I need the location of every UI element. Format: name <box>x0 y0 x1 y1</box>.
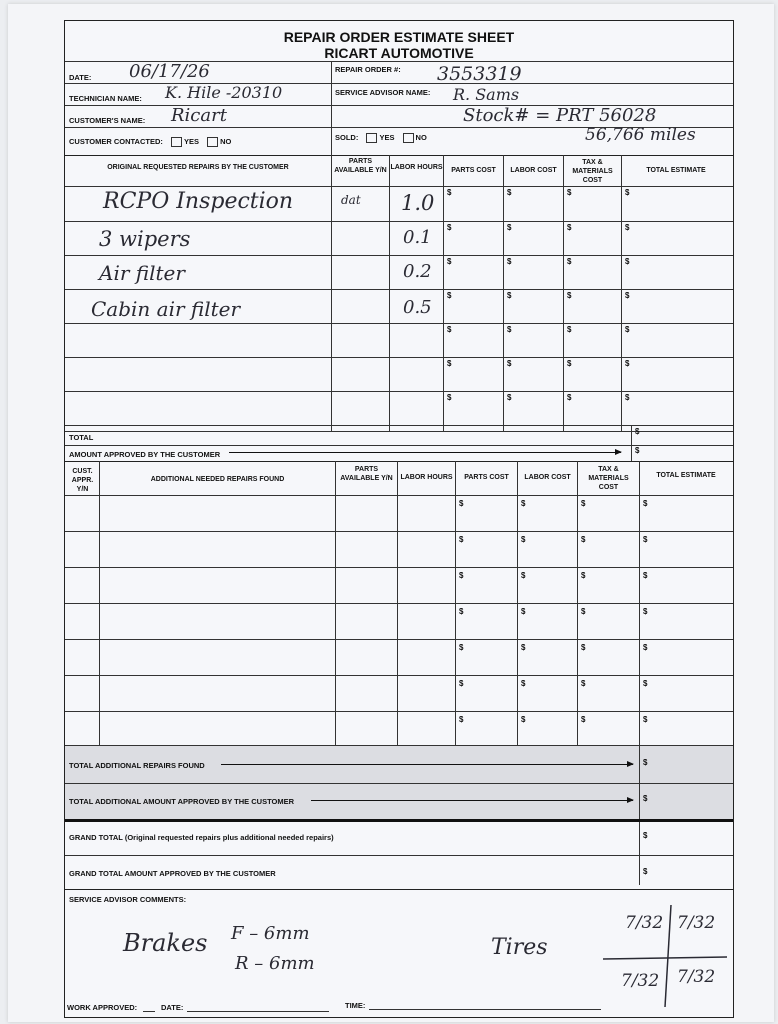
company-name: RICART AUTOMOTIVE <box>324 45 474 61</box>
add-row-4-col-4-dollar: $ <box>643 607 648 616</box>
orig-row-4-hours: 0.5 <box>403 297 432 318</box>
work-approved-label: WORK APPROVED: <box>67 1003 138 1012</box>
total-additional-found-label: TOTAL ADDITIONAL REPAIRS FOUND <box>69 761 205 770</box>
orig-row-2-col-1-dollar: $ <box>447 223 452 232</box>
technician-label: TECHNICIAN NAME: <box>69 94 142 103</box>
sold-yes-label: YES <box>379 133 395 142</box>
add-row-1-col-3-dollar: $ <box>581 499 586 508</box>
add-row-2-col-4-dollar: $ <box>643 535 648 544</box>
add-row-3-col-1-dollar: $ <box>459 571 464 580</box>
add-header-cust-appr: CUST. APPR. Y/N <box>71 468 94 493</box>
orig-header-parts-cost: PARTS COST <box>451 167 496 174</box>
add-row-5-col-3-dollar: $ <box>581 643 586 652</box>
orig-row-3-col-4-dollar: $ <box>625 257 630 266</box>
stock-note: Stock# = PRT 56028 <box>463 105 657 126</box>
add-row-3-col-2-dollar: $ <box>521 571 526 580</box>
add-row-7-col-1-dollar: $ <box>459 715 464 724</box>
contacted-yes-label: YES <box>183 137 199 146</box>
add-row-6-col-3-dollar: $ <box>581 679 586 688</box>
contacted-no-checkbox[interactable] <box>207 137 218 147</box>
add-header-parts-available: PARTS AVAILABLE Y/N <box>340 466 393 482</box>
orig-approved-dollar: $ <box>635 446 640 455</box>
orig-row-4-col-4-dollar: $ <box>625 291 630 300</box>
orig-row-6-col-4-dollar: $ <box>625 359 630 368</box>
add-row-2-col-2-dollar: $ <box>521 535 526 544</box>
orig-header-tax: TAX & MATERIALS COST <box>572 159 613 184</box>
orig-row-7-col-3-dollar: $ <box>567 393 572 402</box>
orig-row-1-repair: RCPO Inspection <box>103 189 294 214</box>
add-row-3-col-3-dollar: $ <box>581 571 586 580</box>
contacted-no-label: NO <box>220 137 232 146</box>
time-footer-label: TIME: <box>345 1001 366 1010</box>
orig-row-1-note: dat <box>341 193 361 207</box>
grand-total-label: GRAND TOTAL (Original requested repairs plus additional needed repairs) <box>69 833 334 842</box>
technician-value: K. Hile -20310 <box>165 83 283 102</box>
add-row-7-col-3-dollar: $ <box>581 715 586 724</box>
orig-total-label: TOTAL <box>69 433 94 442</box>
orig-row-3-hours: 0.2 <box>403 261 432 282</box>
orig-header-parts-available: PARTS AVAILABLE Y/N <box>334 158 387 174</box>
tire-rear-left: 7/32 <box>621 971 660 991</box>
repair-order-value: 3553319 <box>437 63 522 85</box>
add-row-5-col-2-dollar: $ <box>521 643 526 652</box>
orig-header-labor-cost: LABOR COST <box>510 167 557 174</box>
tire-front-left: 7/32 <box>625 913 664 933</box>
add-header-tax: TAX & MATERIALS COST <box>588 466 629 491</box>
date-label: DATE: <box>69 73 92 82</box>
contacted-label: CUSTOMER CONTACTED: <box>69 137 163 146</box>
customer-label: CUSTOMER'S NAME: <box>69 116 146 125</box>
comments-label: SERVICE ADVISOR COMMENTS: <box>69 895 187 904</box>
orig-approved-label: AMOUNT APPROVED BY THE CUSTOMER <box>69 450 221 459</box>
orig-row-4-repair: Cabin air filter <box>91 297 241 321</box>
add-row-7-col-4-dollar: $ <box>643 715 648 724</box>
additional-found-dollar: $ <box>643 758 648 767</box>
comment-brakes: Brakes <box>123 929 208 957</box>
add-row-6-col-1-dollar: $ <box>459 679 464 688</box>
sold-label: SOLD: <box>335 133 359 142</box>
sold <box>335 133 427 143</box>
customer-value: Ricart <box>171 105 227 126</box>
advisor-label: SERVICE ADVISOR NAME: <box>335 88 431 97</box>
add-row-1-col-1-dollar: $ <box>459 499 464 508</box>
repair-order-label: REPAIR ORDER #: <box>335 65 401 74</box>
advisor-value: R. Sams <box>453 85 520 104</box>
grand-approved-dollar: $ <box>643 867 648 876</box>
add-row-7-col-2-dollar: $ <box>521 715 526 724</box>
grand-approved-label: GRAND TOTAL AMOUNT APPROVED BY THE CUSTOMER <box>69 869 276 878</box>
additional-approved-dollar: $ <box>643 794 648 803</box>
add-header-total: TOTAL ESTIMATE <box>656 472 716 479</box>
orig-row-2-repair: 3 wipers <box>99 227 191 251</box>
add-row-1-col-2-dollar: $ <box>521 499 526 508</box>
orig-row-4-col-2-dollar: $ <box>507 291 512 300</box>
orig-row-5-col-4-dollar: $ <box>625 325 630 334</box>
form-title: REPAIR ORDER ESTIMATE SHEET <box>283 29 515 45</box>
add-row-2-col-1-dollar: $ <box>459 535 464 544</box>
add-row-6-col-2-dollar: $ <box>521 679 526 688</box>
total-additional-approved-label: TOTAL ADDITIONAL AMOUNT APPROVED BY THE CUSTOMER <box>69 797 295 806</box>
orig-row-6-col-2-dollar: $ <box>507 359 512 368</box>
add-header-labor-cost: LABOR COST <box>524 474 571 481</box>
time-footer-line[interactable] <box>369 1009 601 1010</box>
add-row-4-col-2-dollar: $ <box>521 607 526 616</box>
orig-row-5-col-3-dollar: $ <box>567 325 572 334</box>
grand-total-dollar: $ <box>643 831 648 840</box>
add-row-5-col-4-dollar: $ <box>643 643 648 652</box>
date-footer-line[interactable] <box>187 1011 329 1012</box>
add-row-2-col-3-dollar: $ <box>581 535 586 544</box>
orig-row-4-col-1-dollar: $ <box>447 291 452 300</box>
customer-contacted <box>69 137 231 147</box>
comment-front: F – 6mm <box>231 923 310 944</box>
orig-row-3-repair: Air filter <box>99 261 185 285</box>
add-row-3-col-4-dollar: $ <box>643 571 648 580</box>
orig-row-5-col-1-dollar: $ <box>447 325 452 334</box>
add-row-1-col-4-dollar: $ <box>643 499 648 508</box>
date-footer-label: DATE: <box>161 1003 184 1012</box>
orig-row-1-col-2-dollar: $ <box>507 188 512 197</box>
orig-row-1-col-3-dollar: $ <box>567 188 572 197</box>
add-header-repairs: ADDITIONAL NEEDED REPAIRS FOUND <box>150 476 285 483</box>
orig-row-2-col-4-dollar: $ <box>625 223 630 232</box>
tire-rear-right: 7/32 <box>677 967 716 987</box>
orig-row-7-col-4-dollar: $ <box>625 393 630 402</box>
add-row-6-col-4-dollar: $ <box>643 679 648 688</box>
add-header-labor-hours: LABOR HOURS <box>400 474 453 481</box>
orig-row-1-col-4-dollar: $ <box>625 188 630 197</box>
orig-row-5-col-2-dollar: $ <box>507 325 512 334</box>
date-value: 06/17/26 <box>129 61 210 82</box>
orig-row-6-col-1-dollar: $ <box>447 359 452 368</box>
add-row-4-col-1-dollar: $ <box>459 607 464 616</box>
tire-front-right: 7/32 <box>677 913 716 933</box>
orig-total-dollar: $ <box>635 427 640 436</box>
orig-row-3-col-1-dollar: $ <box>447 257 452 266</box>
orig-row-1-col-1-dollar: $ <box>447 188 452 197</box>
orig-row-6-col-3-dollar: $ <box>567 359 572 368</box>
additional-found-arrow <box>221 764 633 765</box>
orig-row-3-col-2-dollar: $ <box>507 257 512 266</box>
comment-tires: Tires <box>491 935 548 960</box>
orig-row-1-hours: 1.0 <box>401 191 435 215</box>
repair-order-form <box>64 20 734 1018</box>
orig-row-7-col-1-dollar: $ <box>447 393 452 402</box>
sold-no-label: NO <box>415 133 427 142</box>
add-header-parts-cost: PARTS COST <box>464 474 509 481</box>
add-row-5-col-1-dollar: $ <box>459 643 464 652</box>
additional-approved-arrow <box>311 800 633 801</box>
orig-row-2-col-2-dollar: $ <box>507 223 512 232</box>
orig-row-2-hours: 0.1 <box>403 227 432 248</box>
paper <box>8 4 774 1022</box>
orig-row-3-col-3-dollar: $ <box>567 257 572 266</box>
orig-approved-arrow <box>229 452 621 453</box>
orig-row-4-col-3-dollar: $ <box>567 291 572 300</box>
orig-row-7-col-2-dollar: $ <box>507 393 512 402</box>
orig-row-2-col-3-dollar: $ <box>567 223 572 232</box>
miles-note: 56,766 miles <box>585 125 696 145</box>
add-row-4-col-3-dollar: $ <box>581 607 586 616</box>
sold-yes-checkbox[interactable] <box>366 133 377 143</box>
contacted-yes-checkbox[interactable] <box>171 137 182 147</box>
orig-header-labor-hours: LABOR HOURS <box>390 164 443 171</box>
work-approved-line[interactable] <box>143 1011 155 1012</box>
sold-no-checkbox[interactable] <box>403 133 414 143</box>
comment-rear: R – 6mm <box>235 953 315 974</box>
orig-header-repairs: ORIGINAL REQUESTED REPAIRS BY THE CUSTOMER <box>107 164 289 171</box>
orig-header-total: TOTAL ESTIMATE <box>646 167 706 174</box>
